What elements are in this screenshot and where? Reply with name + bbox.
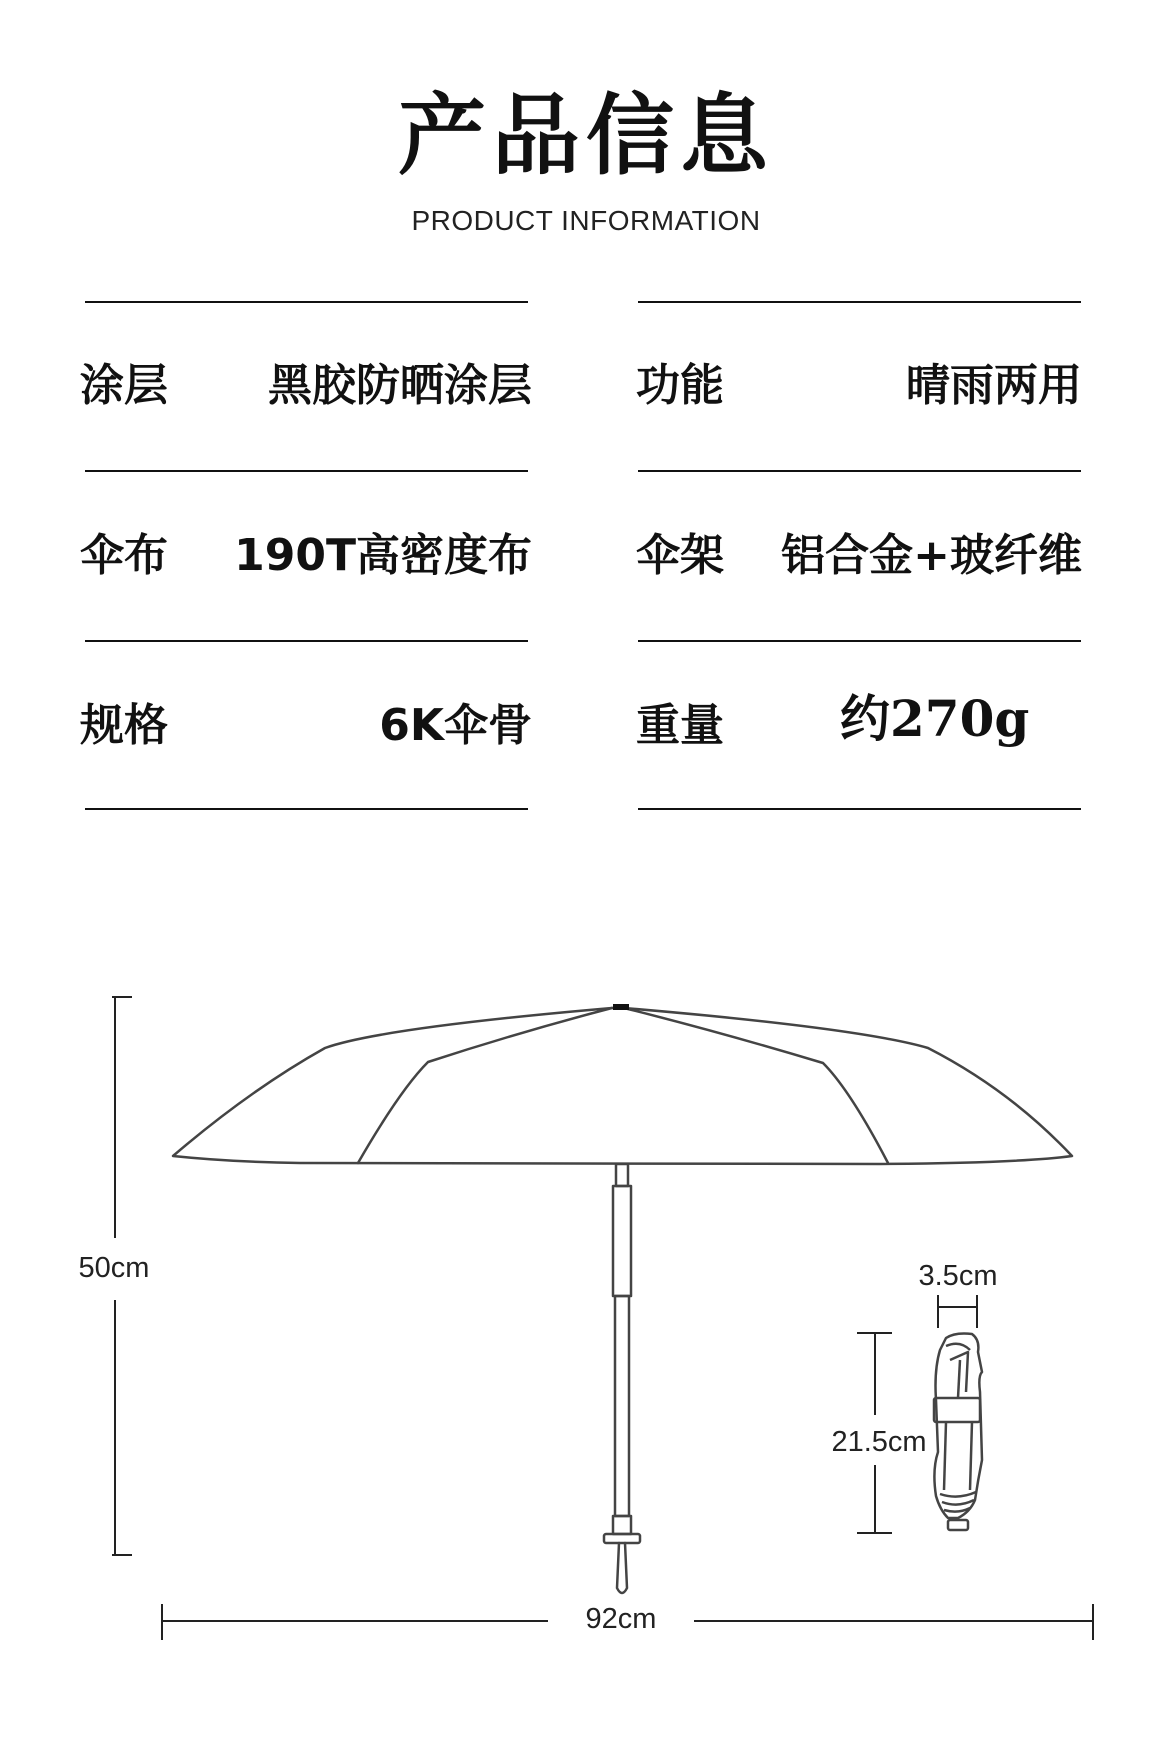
folded-handle xyxy=(948,1520,968,1530)
spec-label-frame: 伞架 xyxy=(636,530,724,581)
handle-base xyxy=(604,1534,640,1543)
spec-label-fabric: 伞布 xyxy=(80,530,168,581)
spec-value-frame: 铝合金+玻纤维 xyxy=(781,530,1082,581)
spec-value-function: 晴雨两用 xyxy=(906,360,1082,411)
wrist-strap xyxy=(617,1543,627,1593)
page-title: 产品信息 xyxy=(397,84,774,187)
dimension-width-label: 92cm xyxy=(585,1603,657,1635)
spec-value-fabric: 190T高密度布 xyxy=(234,530,532,581)
shaft xyxy=(613,1186,631,1296)
spec-value-spec: 6K伞骨 xyxy=(379,700,532,751)
spec-label-coating: 涂层 xyxy=(80,360,168,411)
dimension-folded-diameter-label: 3.5cm xyxy=(918,1260,998,1292)
spec-value-weight: 约270g xyxy=(840,689,1030,748)
dimension-folded-length-label: 21.5cm xyxy=(831,1426,927,1458)
spec-label-function: 功能 xyxy=(636,360,724,411)
spec-value-coating: 黑胶防晒涂层 xyxy=(268,360,532,411)
folded-strap xyxy=(934,1398,980,1422)
handle xyxy=(613,1516,631,1534)
folded-umbrella xyxy=(934,1334,982,1519)
page-subtitle: PRODUCT INFORMATION xyxy=(411,205,761,236)
canopy-outline xyxy=(173,1008,1072,1164)
shaft-lower xyxy=(615,1296,629,1516)
shaft-top xyxy=(616,1164,628,1186)
canopy-tip xyxy=(613,1004,629,1010)
spec-label-spec: 规格 xyxy=(80,700,168,751)
spec-label-weight: 重量 xyxy=(636,700,724,751)
dimension-height-label: 50cm xyxy=(78,1252,150,1284)
